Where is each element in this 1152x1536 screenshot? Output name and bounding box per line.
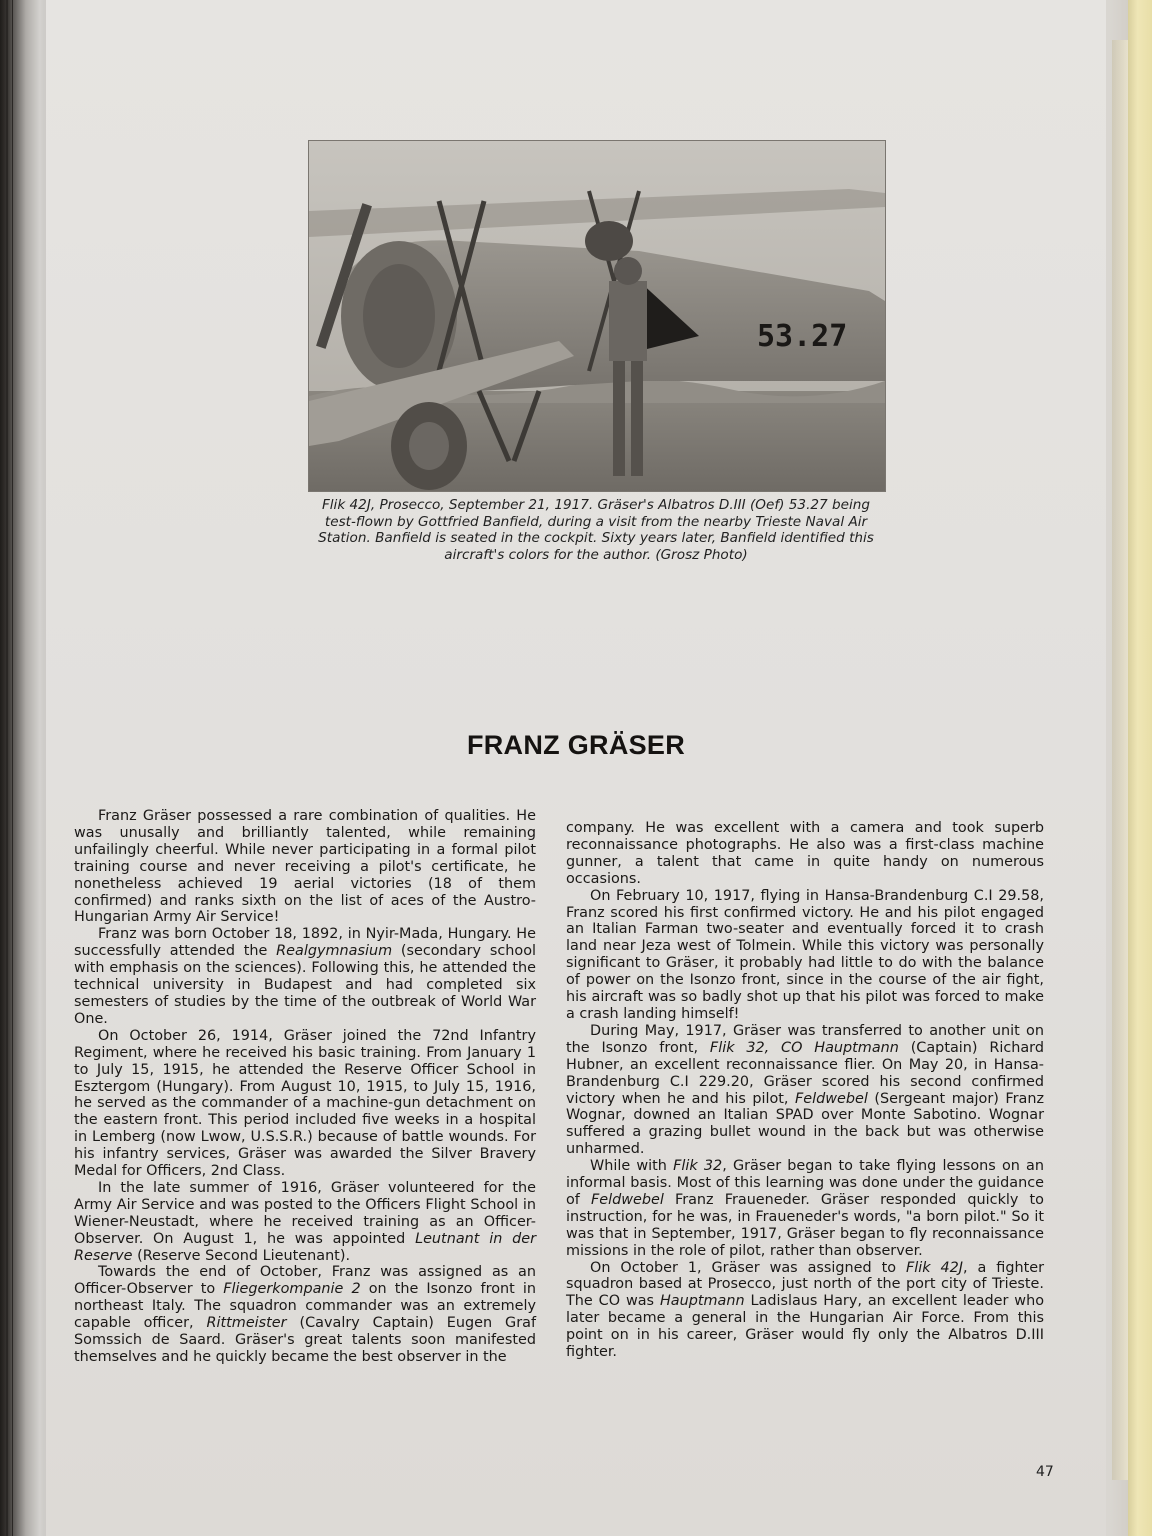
text-run: (secondary school with emphasis on the sciences). Following this, he attended the technical university in Budapest and had completed six semesters of studies by the time of the outbreak of World War One.	[74, 943, 536, 1027]
page-edges	[1112, 40, 1128, 1480]
italic-text: Leutnant in der Reserve	[74, 1230, 537, 1264]
binding-line	[6, 0, 8, 1536]
italic-text: Flik 32	[673, 1158, 723, 1175]
text-run: While with	[590, 1158, 674, 1175]
italic-text: Realgymnasium	[276, 943, 393, 960]
paragraph	[566, 1023, 1044, 1158]
paragraph	[74, 808, 536, 926]
text-run: In the late summer of 1916, Gräser volunteered for the Army Air Service and was posted to the Officers Flight School in Wiener-Neustadt, where he received training as an Officer-Observer. On August 1, he was appointed	[74, 1179, 536, 1247]
aircraft-photo	[308, 140, 886, 492]
text-run: Franz Fraueneder. Gräser responded quickly to instruction, for he was, in Fraueneder's words, "a born pilot." So it was that in September, 1917, Gräser began to fly reconnaissance missions in the role of pilot, rather than observer.	[566, 1191, 1044, 1259]
aircraft-marking: 53.27	[757, 319, 848, 354]
article-title: FRANZ GRÄSER	[466, 730, 686, 760]
text-run: on the Isonzo front in northeast Italy. The squadron commander was an extremely capable officer,	[74, 1281, 536, 1332]
text-run: , Gräser began to take flying lessons on an informal basis. Most of this learning was done under the guidance of	[566, 1158, 1044, 1208]
text-run: , a fighter squadron based at Prosecco, just north of the port city of Trieste. The CO was	[566, 1259, 1044, 1310]
italic-text: Hauptmann	[659, 1293, 745, 1310]
paragraph	[566, 1158, 1044, 1259]
left-text-column	[74, 808, 536, 1366]
italic-text: Flik 32, CO Hauptmann	[709, 1039, 899, 1056]
page-number: 47	[1036, 1464, 1054, 1480]
paragraph	[74, 1028, 536, 1180]
text-run: (Captain) Richard Hubner, an excellent reconnaissance flier. On May 20, in Hansa-Brandenburg C.I 229.20, Gräser scored his second confirmed victory when he and his pilot,	[566, 1039, 1044, 1107]
italic-text: Rittmeister	[206, 1315, 287, 1332]
paragraph	[74, 926, 536, 1027]
text-run: On October 26, 1914, Gräser joined the 72nd Infantry Regiment, where he received his basic training. From January 1 to July 15, 1915, he attended the Reserve Officer School in Esztergom (Hungary). From August 10, 1915, to July 15, 1916, he served as the commander of a machine-gun detachment on the eastern front. This period included five weeks in a hospital in Lemberg (now Lwow, U.S.S.R.) because of battle wounds. For his infantry services, Gräser was awarded the Silver Bravery Medal for Officers, 2nd Class.	[74, 1027, 536, 1180]
binding-line	[12, 0, 13, 1536]
italic-text: Flik 42J	[905, 1259, 964, 1276]
paragraph	[74, 1264, 536, 1365]
text-run: (Sergeant major) Franz Wognar, downed an Italian SPAD over Monte Sabotino. Wognar suffered a grazing bullet wound in the back but was otherwise unharmed.	[566, 1090, 1044, 1158]
text-run: On October 1, Gräser was assigned to	[590, 1259, 906, 1276]
italic-text: Feldwebel	[590, 1191, 664, 1208]
text-run: On February 10, 1917, flying in Hansa-Brandenburg C.I 29.58, Franz scored his first confirmed victory. He and his pilot engaged an Italian Farman two-seater and eventually forced it to crash land near Jeza west of Tolmein. While this victory was personally significant to Gräser, it probably had little to do with the balance of power on the Isonzo front, since in the course of the air fight, his aircraft was so badly shot up that his pilot was forced to make a crash landing himself!	[566, 887, 1044, 1022]
paragraph	[566, 1260, 1044, 1361]
text-run: Franz Gräser possessed a rare combination of qualities. He was unusally and brilliantly talented, while remaining unfailingly cheerful. While never participating in a formal pilot training course and never receiving a pilot's certificate, he nonetheless achieved 19 aerial victories (18 of them confirmed) and ranks sixth on the list of aces of the Austro-Hungarian Army Air Service!	[74, 808, 536, 926]
text-run: During May, 1917, Gräser was transferred to another unit on the Isonzo front,	[566, 1022, 1044, 1056]
photo-caption: Flik 42J, Prosecco, September 21, 1917. Gräser's Albatros D.III (Oef) 53.27 being test-flown by Gottfried Banfield, during a visit from the nearby Trieste Naval Air Station. Banfield is seated in the cockpit. Sixty years later, Banfield identified this aircraft's colors for the author. (Grosz Photo)	[318, 497, 874, 563]
book-page	[46, 0, 1106, 1536]
text-run: (Reserve Second Lieutenant).	[132, 1247, 351, 1264]
text-run: Franz was born October 18, 1892, in Nyir-Mada, Hungary. He successfully attended the	[74, 926, 536, 960]
text-run: Towards the end of October, Franz was assigned as an Officer-Observer to	[74, 1264, 536, 1298]
text-run: Ladislaus Hary, an excellent leader who later became a general in the Hungarian Air Force. From this point on in his career, Gräser would fly only the Albatros D.III fighter.	[566, 1293, 1045, 1361]
paragraph	[566, 888, 1044, 1023]
paragraph	[74, 1180, 536, 1265]
text-run: company. He was excellent with a camera and took superb reconnaissance photographs. He also was a first-class machine gunner, a talent that came in quite handy on numerous occasions.	[566, 820, 1044, 887]
paragraph	[566, 820, 1044, 888]
italic-text: Feldwebel	[794, 1090, 868, 1107]
page-edges-yellow	[1128, 0, 1152, 1536]
text-run: (Cavalry Captain) Eugen Graf Somssich de Saard. Gräser's great talents soon manifested themselves and he quickly became the best observer in the	[74, 1315, 537, 1365]
italic-text: Fliegerkompanie 2	[223, 1281, 361, 1298]
right-text-column	[566, 820, 1044, 1361]
